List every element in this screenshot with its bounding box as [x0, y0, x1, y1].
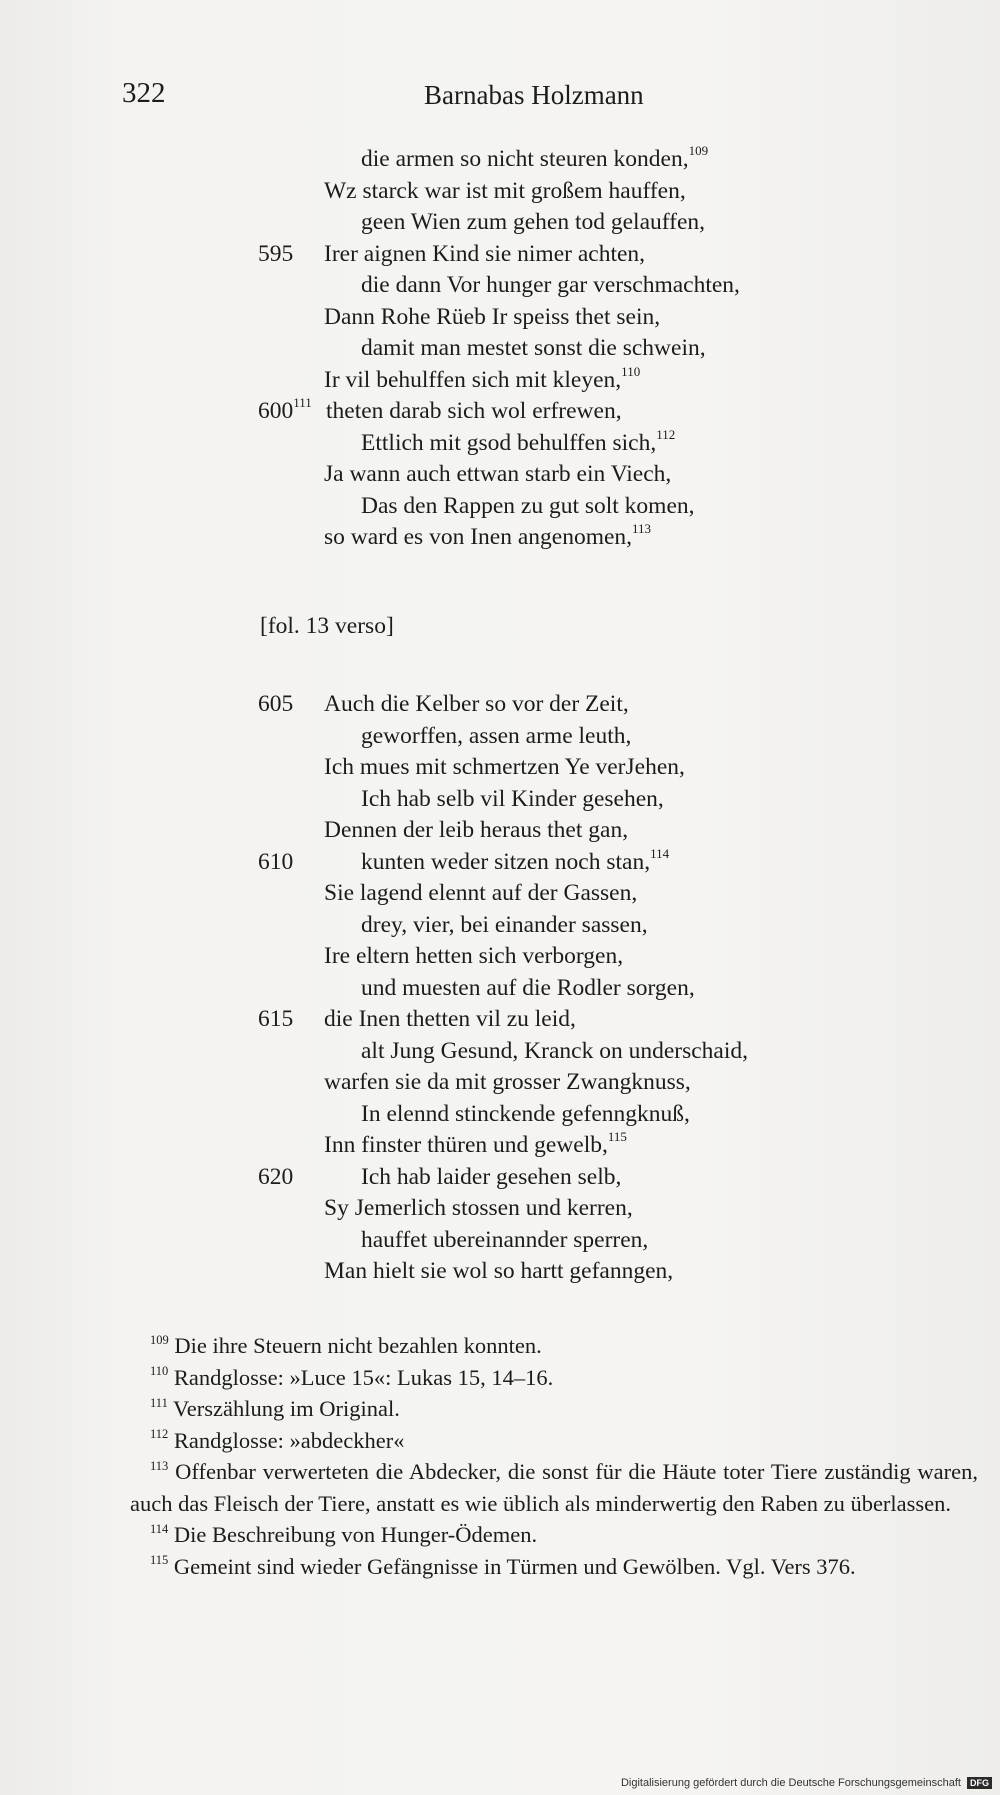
footnote-ref: 109	[688, 143, 709, 159]
verse-text: die Inen thetten vil zu leid,	[324, 1006, 576, 1032]
verse-text: Wz starck war ist mit großem hauffen,	[324, 177, 686, 204]
footnote-ref: 114	[650, 845, 670, 861]
dfg-logo: DFG	[967, 1777, 992, 1789]
verse-number: 595	[258, 240, 294, 267]
verse-text: Sie lagend elennt auf der Gassen,	[324, 880, 638, 906]
footnote-text: Die ihre Steuern nicht bezahlen konnten.	[168, 1333, 542, 1358]
footnote-mark: 113	[150, 1458, 169, 1473]
footnote-ref: 112	[656, 426, 676, 442]
footnote-text: Offenbar verwerteten die Abdecker, die sonst für die Häute toter Tiere zuständig waren, auch das Fleisch der Tiere, anstatt es wie üblich als minderwertig den Raben zu überlassen.	[130, 1459, 978, 1516]
verse-text: Sy Jemerlich stossen und kerren,	[324, 1195, 633, 1221]
footnote-ref: 115	[607, 1129, 627, 1145]
verse-text: Inn finster thüren und gewelb,$^{115}$	[324, 1129, 627, 1158]
footnote	[130, 1393, 978, 1425]
verse-text: so ward es von Inen angenomen,$^{113}$	[324, 521, 652, 550]
footnote	[130, 1456, 978, 1519]
footnote-ref: 111	[293, 395, 312, 411]
verse-text: hauffet ubereinannder sperren,	[361, 1226, 649, 1253]
verse-text: die dann Vor hunger gar verschmachten,	[361, 272, 740, 298]
footnote	[130, 1551, 978, 1583]
verse-text: damit man mestet sonst die schwein,	[361, 335, 706, 361]
digitization-credit	[621, 1777, 992, 1789]
verse-text: kunten weder sitzen noch stan,$^{114}$	[361, 845, 670, 875]
footnote	[130, 1362, 978, 1394]
footnote-mark: 111	[150, 1395, 168, 1410]
footnote	[130, 1519, 978, 1551]
verse-text: Man hielt sie wol so hartt gefanngen,	[324, 1258, 674, 1284]
verse-text: Auch die Kelber so vor der Zeit,	[324, 691, 629, 717]
verse-text: und muesten auf die Rodler sorgen,	[361, 974, 695, 1001]
footnote-mark: 109	[150, 1332, 169, 1347]
footnote-text: Randglosse: »Luce 15«: Lukas 15, 14–16.	[168, 1364, 554, 1390]
verse-text: alt Jung Gesund, Kranck on underschaid,	[361, 1037, 749, 1064]
verse-text: Ich hab laider gesehen selb,	[361, 1163, 622, 1190]
footnote-ref: 113	[632, 521, 652, 537]
footnotes	[130, 1330, 978, 1582]
footnote-mark: 115	[150, 1553, 169, 1567]
footnote-mark: 112	[150, 1427, 169, 1441]
verse-text: Ire eltern hetten sich verborgen,	[324, 943, 624, 969]
verse-text: drey, vier, bei einander sassen,	[361, 911, 648, 938]
verse-text: Das den Rappen zu gut solt komen,	[361, 492, 695, 519]
page-number: 322	[122, 77, 166, 109]
folio-marker: [fol. 13 verso]	[260, 613, 394, 639]
verse-text: Ir vil behulffen sich mit kleyen,$^{110}$	[324, 363, 641, 393]
verse-text: Irer aignen Kind sie nimer achten,	[324, 240, 646, 267]
verse-text: Ich mues mit schmertzen Ye verJehen,	[324, 754, 685, 780]
running-title: Barnabas Holzmann	[424, 80, 644, 110]
verse-text: die armen so nicht steuren konden,$^{109}$	[361, 143, 709, 172]
footnote	[130, 1425, 978, 1457]
footnote-mark: 114	[150, 1521, 169, 1536]
verse-number: 615	[258, 1006, 294, 1032]
footnote-text: Die Beschreibung von Hunger-Ödemen.	[168, 1522, 538, 1547]
footnote-text: Randglosse: »abdeckher«	[168, 1427, 405, 1453]
footnote-ref: 110	[621, 363, 641, 379]
verse-text: In elennd stinckende gefenngknuß,	[361, 1100, 690, 1127]
verse-text: Ja wann auch ettwan starb ein Viech,	[324, 461, 672, 487]
verse-text: Dann Rohe Rüeb Ir speiss thet sein,	[324, 303, 661, 330]
footnote	[130, 1330, 978, 1362]
footnote-text: Verszählung im Original.	[167, 1396, 400, 1421]
verse-text: theten darab sich wol erfrewen,	[326, 398, 622, 424]
footnote-mark: 110	[150, 1364, 169, 1378]
verse-number: 610	[258, 848, 294, 875]
verse-text: Ich hab selb vil Kinder gesehen,	[361, 785, 664, 812]
verse-text: Ettlich mit gsod behulffen sich,$^{112}$	[361, 426, 676, 456]
verse-text: Dennen der leib heraus thet gan,	[324, 817, 629, 843]
credit-text: Digitalisierung gefördert durch die Deutsche Forschungsgemeinschaft	[620, 1776, 961, 1789]
verse-number: $600^{111}$	[258, 395, 312, 424]
verse-number: 620	[258, 1163, 294, 1190]
verse-text: geworffen, assen arme leuth,	[361, 722, 632, 749]
verse-text: warfen sie da mit grosser Zwangknuss,	[324, 1069, 691, 1095]
verse-number: 605	[258, 691, 294, 717]
footnote-text: Gemeint sind wieder Gefängnisse in Türmen und Gewölben. Vgl. Vers 376.	[168, 1553, 856, 1579]
verse-text: geen Wien zum gehen tod gelauffen,	[361, 209, 706, 235]
